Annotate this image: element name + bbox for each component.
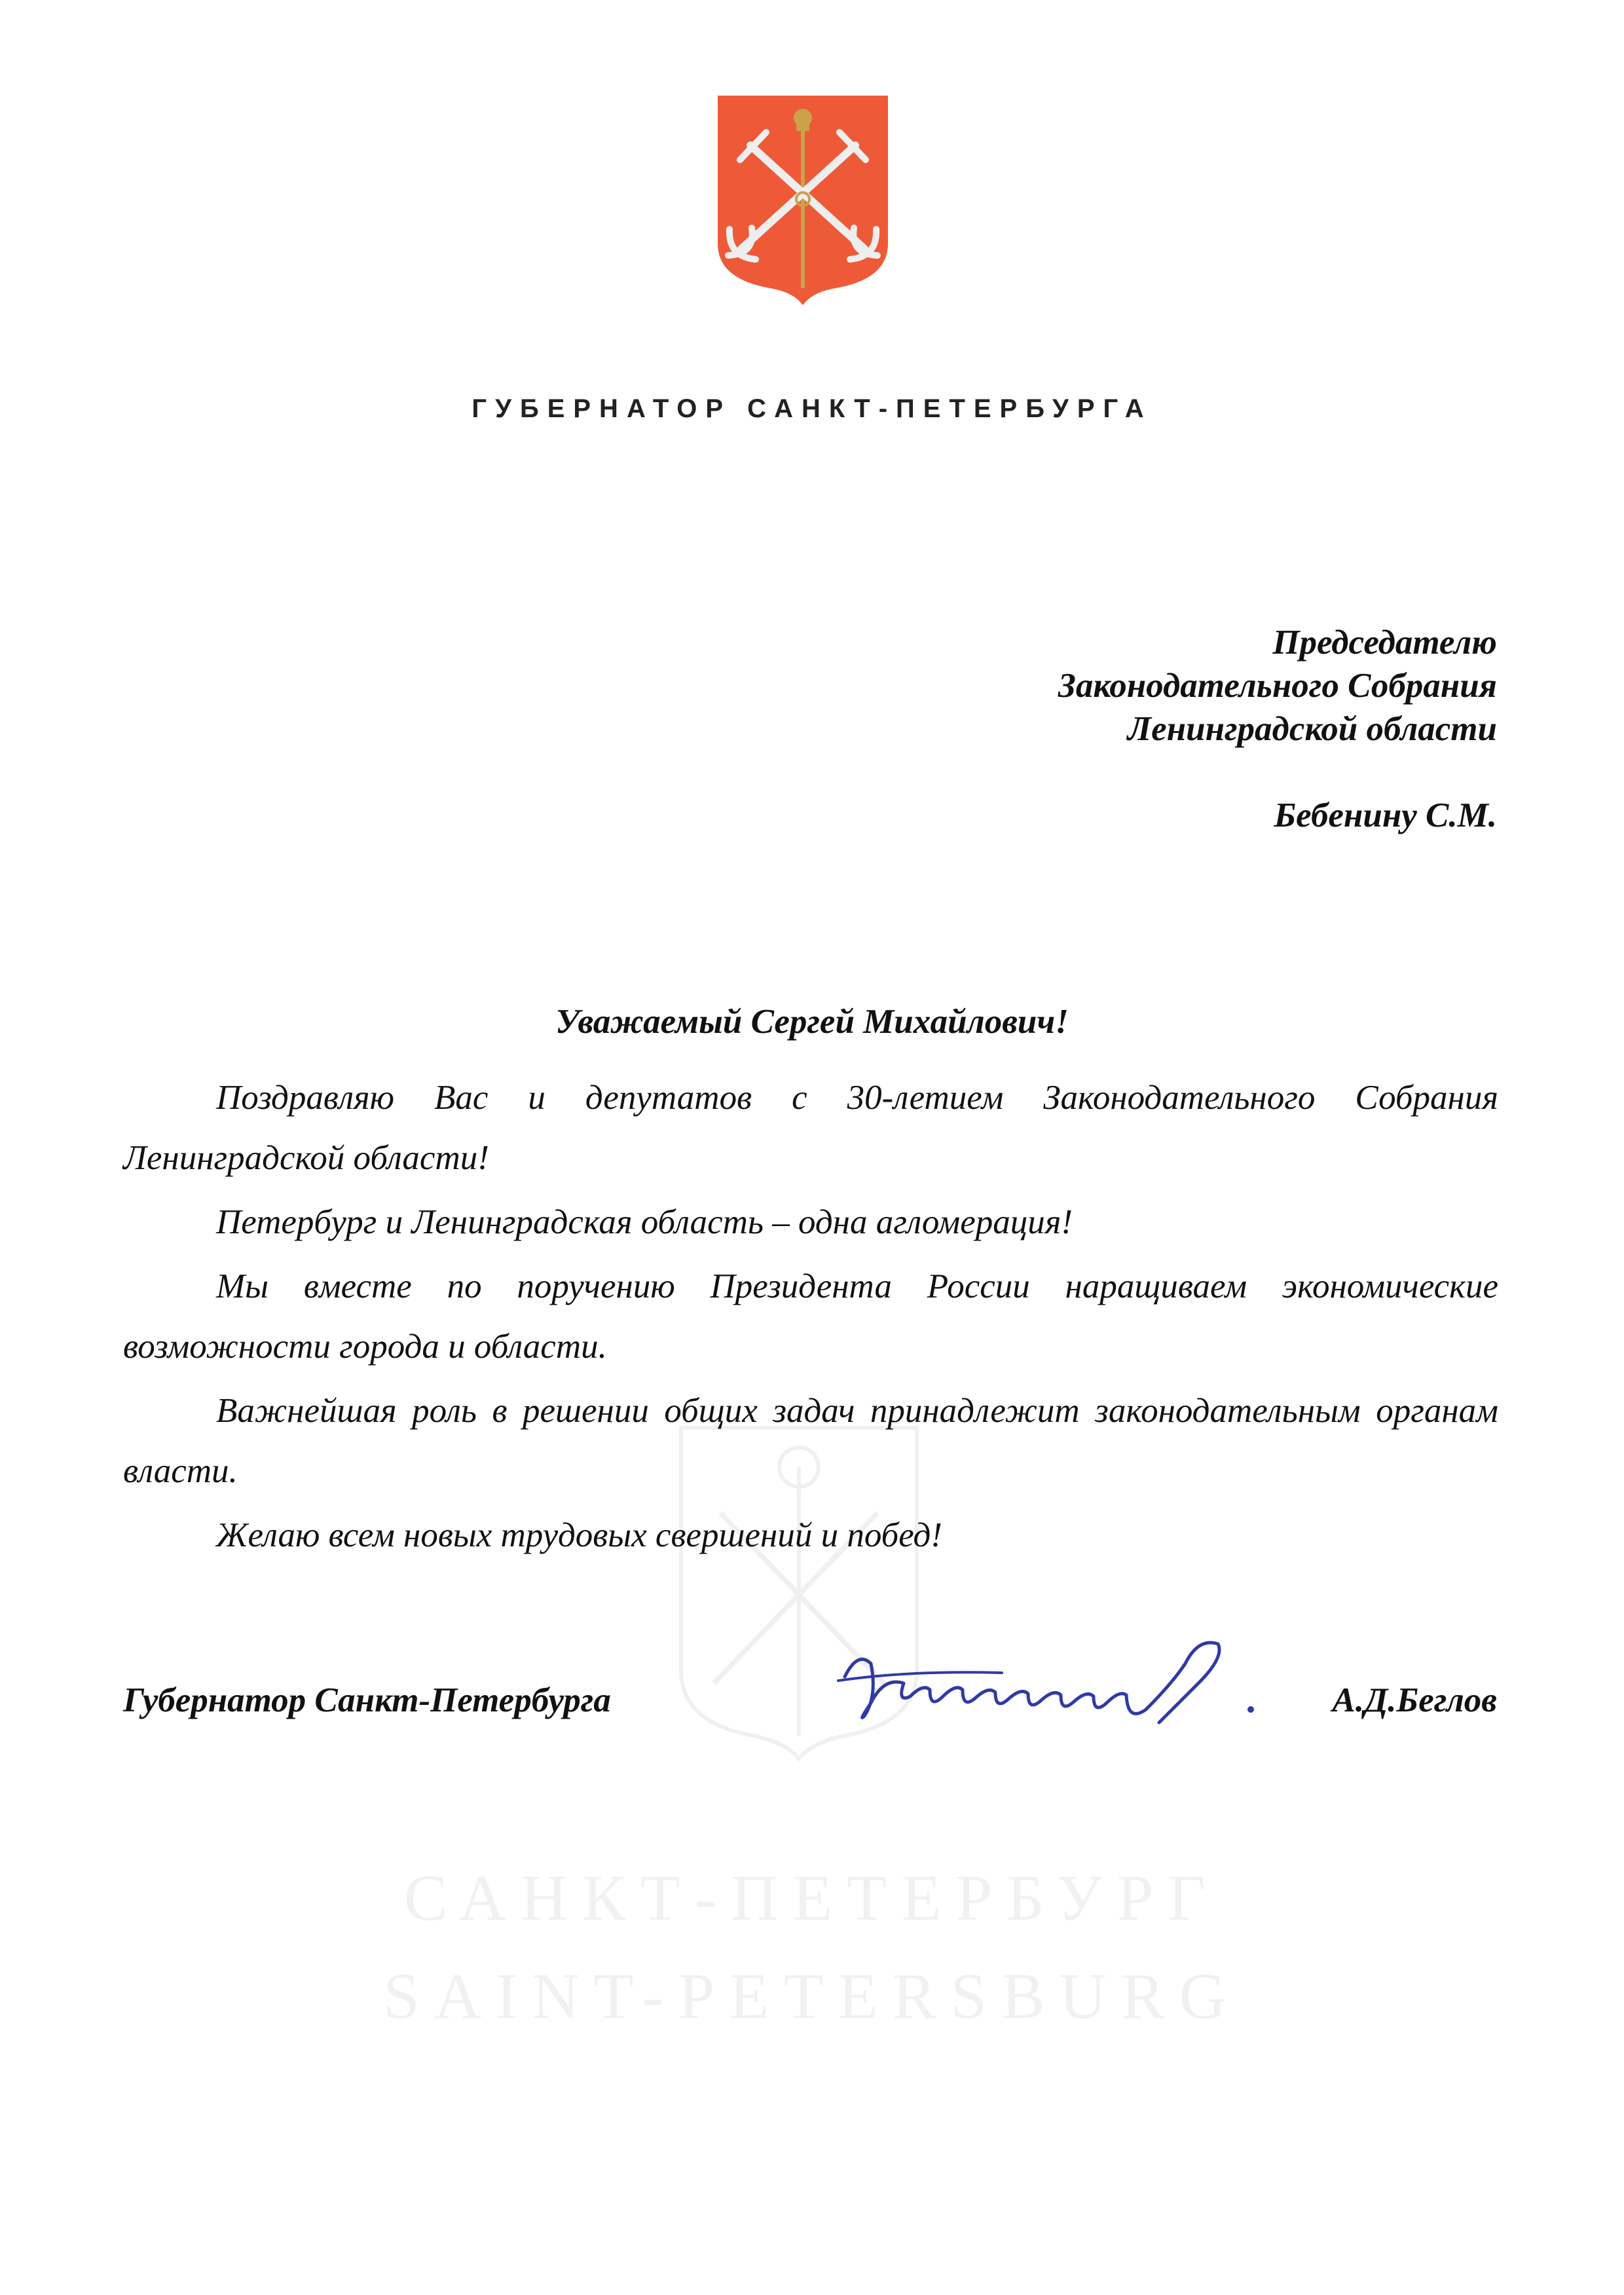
signer-role: Губернатор Санкт-Петербурга [123,1681,611,1719]
salutation: Уважаемый Сергей Михайлович! [555,1003,1069,1041]
addressee-line-3: Ленинградской области [1127,710,1497,748]
spb-coat-of-arms-icon [714,92,892,308]
addressee-block [1058,621,1497,837]
addressee-line-1: Председателю [1272,624,1497,662]
paragraph: Поздравляю Вас и депутатов с 30-летием Законодательного Собрания Ленинградской области! [123,1079,1498,1177]
org-title: ГУБЕРНАТОР САНКТ-ПЕТЕРБУРГА [471,394,1153,423]
letter-body [123,1068,1498,1569]
addressee-name: Бебенину С.М. [1274,796,1497,834]
addressee-line-2: Законодательного Собрания [1058,667,1497,705]
signer-name: А.Д.Беглов [1332,1681,1497,1719]
paragraph: Петербург и Ленинградская область – одна агломерация! [216,1203,1073,1241]
watermark-text-en: SAINT-PETERSBURG [383,1960,1241,2032]
paragraph: Важнейшая роль в решении общих задач принадлежит законодательным органам власти. [123,1392,1498,1490]
watermark-text-ru: САНКТ-ПЕТЕРБУРГ [403,1861,1221,1934]
paragraph: Желаю всем новых трудовых свершений и побед! [216,1516,942,1554]
paragraph: Мы вместе по поручению Президента России наращиваем экономические возможности города и области. [123,1267,1498,1366]
handwritten-signature-icon [832,1624,1283,1742]
